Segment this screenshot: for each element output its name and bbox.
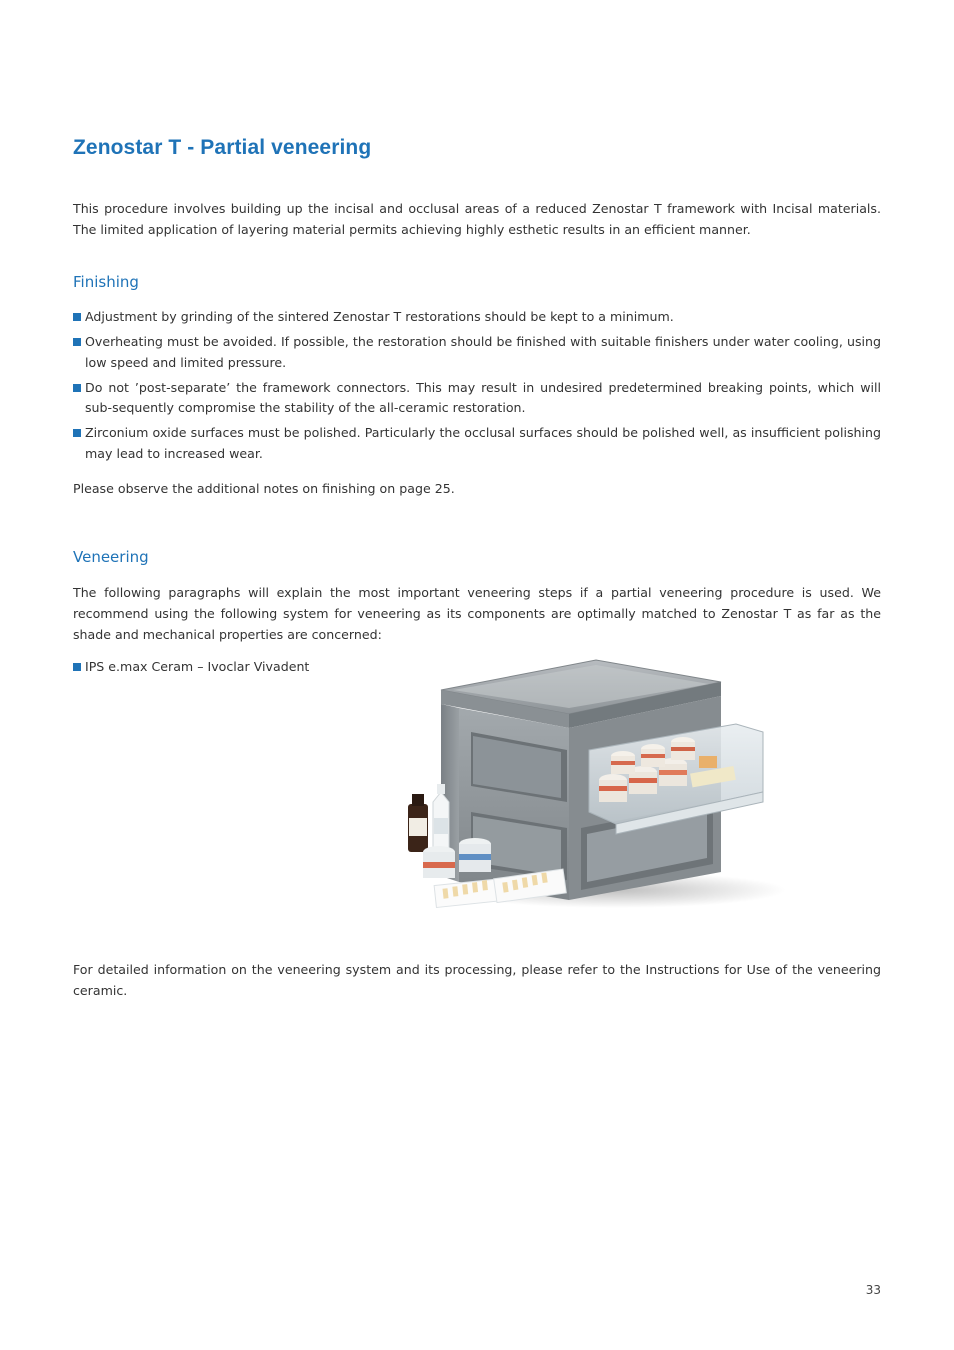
finishing-heading: Finishing <box>73 273 139 291</box>
list-item <box>73 332 881 373</box>
finishing-note: Please observe the additional notes on finishing on page 25. <box>73 481 455 496</box>
page-number: 33 <box>865 1283 881 1297</box>
liquid-bottles <box>408 784 449 852</box>
list-item <box>73 657 373 678</box>
list-item <box>73 423 881 464</box>
bullet-text: Zirconium oxide surfaces must be polished. Particularly the occlusal surfaces should be polished well, as insufficient polishing may lead to increased wear. <box>85 425 881 461</box>
bullet-square-icon <box>73 384 81 392</box>
bullet-text: Do not ’post-separate’ the framework connectors. This may result in undesired predetermined breaking points, which will sub-sequently compromise the stability of the all-ceramic restoration. <box>85 379 881 415</box>
bullet-square-icon <box>73 313 81 321</box>
bullet-text: IPS e.max Ceram – Ivoclar Vivadent <box>85 659 310 674</box>
bullet-square-icon <box>73 429 81 437</box>
bullet-square-icon <box>73 338 81 346</box>
bullet-text: Adjustment by grinding of the sintered Zenostar T restorations should be kept to a minimum. <box>85 309 674 324</box>
bullet-text: Overheating must be avoided. If possible, the restoration should be finished with suitable finishers under water cooling, using low speed and limited pressure. <box>85 334 881 370</box>
veneering-heading: Veneering <box>73 548 149 566</box>
document-page <box>73 0 881 1350</box>
page-title: Zenostar T - Partial veneering <box>73 136 372 159</box>
bullet-square-icon <box>73 663 81 671</box>
veneering-paragraph: The following paragraphs will explain the most important veneering steps if a partial veneering procedure is used. We recommend using the following system for veneering as its components are optimally matched to Zenostar T as far as the shade and mechanical properties are concerned: <box>73 585 881 642</box>
veneering-bullet-list <box>73 657 373 682</box>
list-item <box>73 307 881 328</box>
product-photo <box>391 652 789 917</box>
list-item <box>73 378 881 419</box>
finishing-bullet-list <box>73 307 881 469</box>
intro-paragraph: This procedure involves building up the incisal and occlusal areas of a reduced Zenostar T framework with Incisal materials. The limited application of layering material permits achieving highly esthetic results in an efficient manner. <box>73 201 881 237</box>
veneering-footer-paragraph: For detailed information on the veneering system and its processing, please refer to the Instructions for Use of the veneering ceramic. <box>73 962 881 998</box>
